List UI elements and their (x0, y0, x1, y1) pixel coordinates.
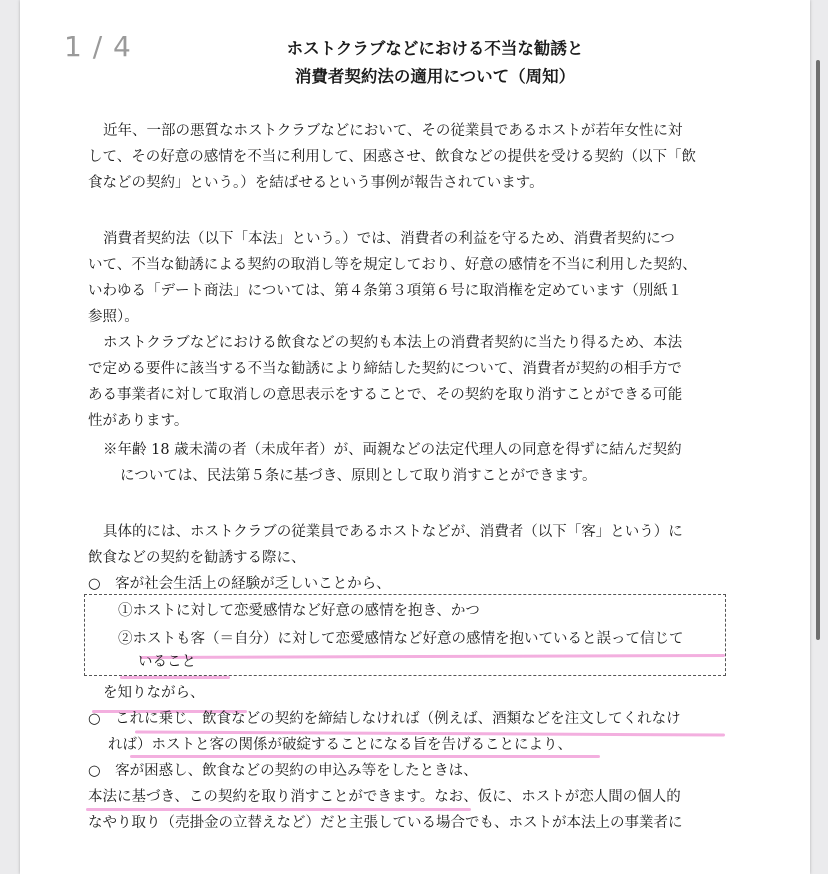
condition-item-2: ②ホストも客（＝自分）に対して恋愛感情など好意の感情を抱いていると誤って信じて (118, 631, 684, 647)
body-text-line: 消費者契約法（以下「本法」という。）では、消費者の利益を守るため、消費者契約につ (103, 231, 675, 247)
body-text-line: 飲食などの契約を勧誘する際に、 (88, 550, 306, 566)
highlight-underline (120, 676, 230, 679)
highlight-underline (86, 808, 471, 811)
highlight-underline (130, 755, 600, 758)
list-item: ○ 客が社会生活上の経験が乏しいことから、 (88, 576, 391, 592)
condition-item-2-cont: いること (138, 654, 196, 670)
body-text-line: 近年、一部の悪質なホストクラブなどにおいて、その従業員であるホストが若年女性に対 (103, 123, 683, 139)
body-text-line: 参照）。 (88, 309, 139, 325)
vertical-scrollbar[interactable] (816, 60, 820, 640)
body-text-line: で定める要件に該当する不当な勧誘により締結した契約について、消費者が契約の相手方で (88, 361, 682, 377)
body-text-line: 具体的には、ホストクラブの従業員であるホストなどが、消費者（以下「客」という）に (103, 524, 683, 540)
document-title-line-2: 消費者契約法の適用について（周知） (294, 67, 576, 86)
list-item-cont: れば）ホストと客の関係が破綻することになる旨を告げることにより、 (108, 737, 572, 753)
body-text-line: 食などの契約」という。）を結ばせるという事例が報告されています。 (88, 175, 544, 191)
body-text-line: いて、不当な勧誘による契約の取消し等を規定しており、好意の感情を不当に利用した契約、 (88, 257, 697, 273)
body-text-line: 本法に基づき、この契約を取り消すことができます。なお、仮に、ホストが恋人間の個人的 (88, 789, 681, 805)
body-text-line: いわゆる「デート商法」については、第４条第３項第６号に取消権を定めています（別紙１ (88, 283, 683, 299)
list-item: ○ これに乗じ、飲食などの契約を締結しなければ（例えば、酒類などを注文してくれなけ (88, 711, 681, 727)
note-text-line: については、民法第５条に基づき、原則として取り消すことができます。 (120, 468, 597, 484)
body-text-line: ホストクラブなどにおける飲食などの契約も本法上の消費者契約に当たり得るため、本法 (103, 335, 683, 351)
note-text-line: ※年齢 18 歳未満の者（未成年者）が、両親などの法定代理人の同意を得ずに結んだ契約 (103, 442, 682, 458)
body-text-line: して、その好意の感情を不当に利用して、困惑させ、飲食などの提供を受ける契約（以下「飲 (88, 149, 696, 165)
body-text-line: を知りながら、 (103, 685, 205, 701)
document-title-line-1: ホストクラブなどにおける不当な勧誘と (286, 39, 584, 58)
condition-item-1: ①ホストに対して恋愛感情など好意の感情を抱き、かつ (118, 603, 480, 619)
body-text-line: なやり取り（売掛金の立替えなど）だと主張している場合でも、ホストが本法上の事業者に (88, 815, 683, 831)
page-indicator: 1 / 4 (64, 30, 132, 63)
body-text-line: ある事業者に対して取消しの意思表示をすることで、その契約を取り消すことができる可能 (88, 387, 683, 403)
list-item: ○ 客が困惑し、飲食などの契約の申込み等をしたときは、 (88, 763, 478, 779)
body-text-line: 性があります。 (88, 413, 189, 429)
